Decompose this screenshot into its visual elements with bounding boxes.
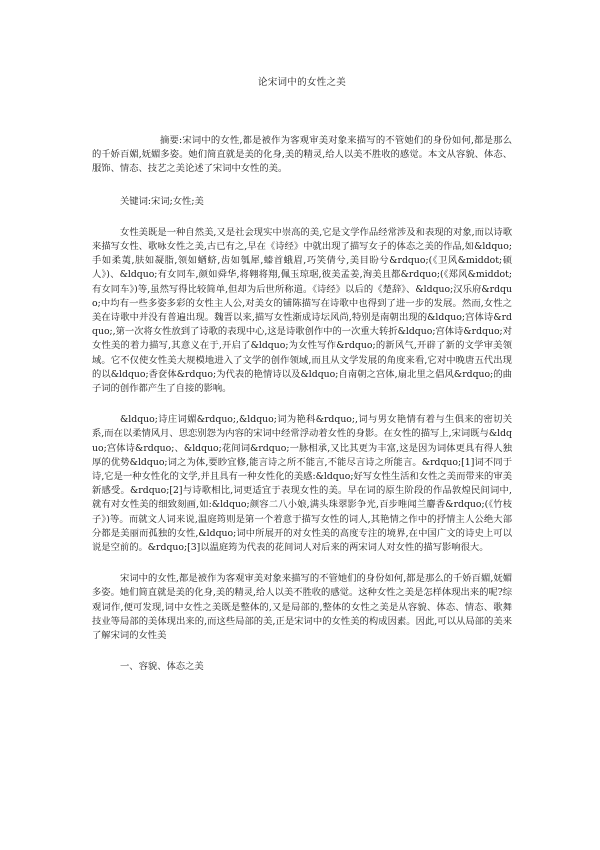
- keywords-line: 关键词:宋词;女性;美: [120, 195, 204, 207]
- section-heading-1: 一、容貌、体态之美: [120, 661, 204, 673]
- body-paragraph-3: 宋词中的女性,都是被作为客观审美对象来描写的不管她们的身份如何,都是那么的千娇百媚,妩媚多姿。她们简直就是美的化身,美的精灵,给人以美不胜收的感觉。这种女性之美是怎样体现出来的呢?综观词作,便可发现,词中女性之美既是整体的,又是局部的,整体的女性之美是从容貌、体态、情态、歌舞技业等局部的美体现出来的,而这些局部的美,正是宋词中的女性美的构成因素。因此,可以从局部的美来了解宋词的女性美: [92, 573, 512, 642]
- document-title: 论宋词中的女性之美: [257, 77, 347, 88]
- body-paragraph-2: &ldquo;诗庄词媚&rdquo;,&ldquo;词为艳科&rdquo;,词与男女艳情有着与生俱来的密切关系,而在以柔情风月、思恋别怨为内容的宋词中经常浮动着女性的身影。在女性的描写上,宋词既与&ldquo;宫体诗&rdquo;、&ldquo;花间词&rdquo;一脉相承,又比其更为丰富,这是因为词体更具有得人独厚的优势&ldquo;词之为体,要眇宜修,能言诗之所不能言,不能尽言诗之所能言。&rdquo;[1]词不同于诗,它是一种女性化的文学,并且具有一种女性化的美感:&ldquo;好写女性生活和女性之美而带来的审美新感受。&rdquo;[2]与诗歌相比,词更适宜于表现女性的美。早在词的原生阶段的作品敦煌民间词中,就有对女性美的细致刻画,如:&ldquo;颜容二八小娘,满头珠翠影争光,百步唯闻兰麝香&rdquo;(《竹枝子》)等。而就文人词来说,温庭筠则是第一个着意于描写女性的词人,其艳情之作中的抒情主人公绝大部分都是美丽而孤独的女性,&ldquo;词中所展开的对女性美的高度专注的境界,在中国广文的诗史上可以说是空前的。&rdquo;[3]以温庭筠为代表的花间词人对后来的两宋词人对女性的描写影响很大。: [92, 414, 512, 554]
- abstract-paragraph: 摘要:宋词中的女性,都是被作为客观审美对象来描写的不管她们的身份如何,都是那么的千娇百媚,妩媚多姿。她们简直就是美的化身,美的精灵,给人以美不胜收的感觉。本文从容貌、体态、服饰、情态、技艺之美论述了宋词中女性的美。: [92, 135, 512, 175]
- body-paragraph-1: 女性美既是一种自然美,又是社会现实中崇高的美,它是文学作品经常涉及和表现的对象,而以诗歌来描写女性、歌咏女性之美,古已有之,早在《诗经》中就出现了描写女子的体态之美的作品,如&ldquo;手如柔荑,肤如凝脂,领如蝤蛴,齿如瓠犀,螓首蛾眉,巧笑倩兮,美目盼兮&rdquo;(《卫风&middot;硕人》)、&ldquo;有女同车,颜如舜华,将翱将翔,佩玉琼琚,彼美孟姜,洵美且都&rdquo;(《郑风&middot;有女同车》)等,虽然写得比较简单,但却为后世所称道。《诗经》以后的《楚辞》、&ldquo;汉乐府&rdquo;中均有一些多姿多彩的女性主人公,对美女的铺陈描写在诗歌中也得到了进一步的发展。然而,女性之美在诗歌中并没有普遍出现。魏晋以来,描写女性渐成诗坛风尚,特别是南朝出现的&ldquo;宫体诗&rdquo;,第一次将女性放到了诗歌的表现中心,这是诗歌创作中的一次重大转折&ldquo;宫体诗&rdquo;对女性美的着力描写,其意义在于,开启了&ldquo;为女性写作&rdquo;的新风气,开辟了新的文学审美领域。它不仅使女性美大规模地进入了文学的创作领域,而且从文学发展的角度来看,它对中晚唐五代出现的以&ldquo;香奁体&rdquo;为代表的艳情诗以及&ldquo;自南朝之宫体,扇北里之倡风&rdquo;的曲子词的创作都产生了自接的影响。: [92, 226, 512, 395]
